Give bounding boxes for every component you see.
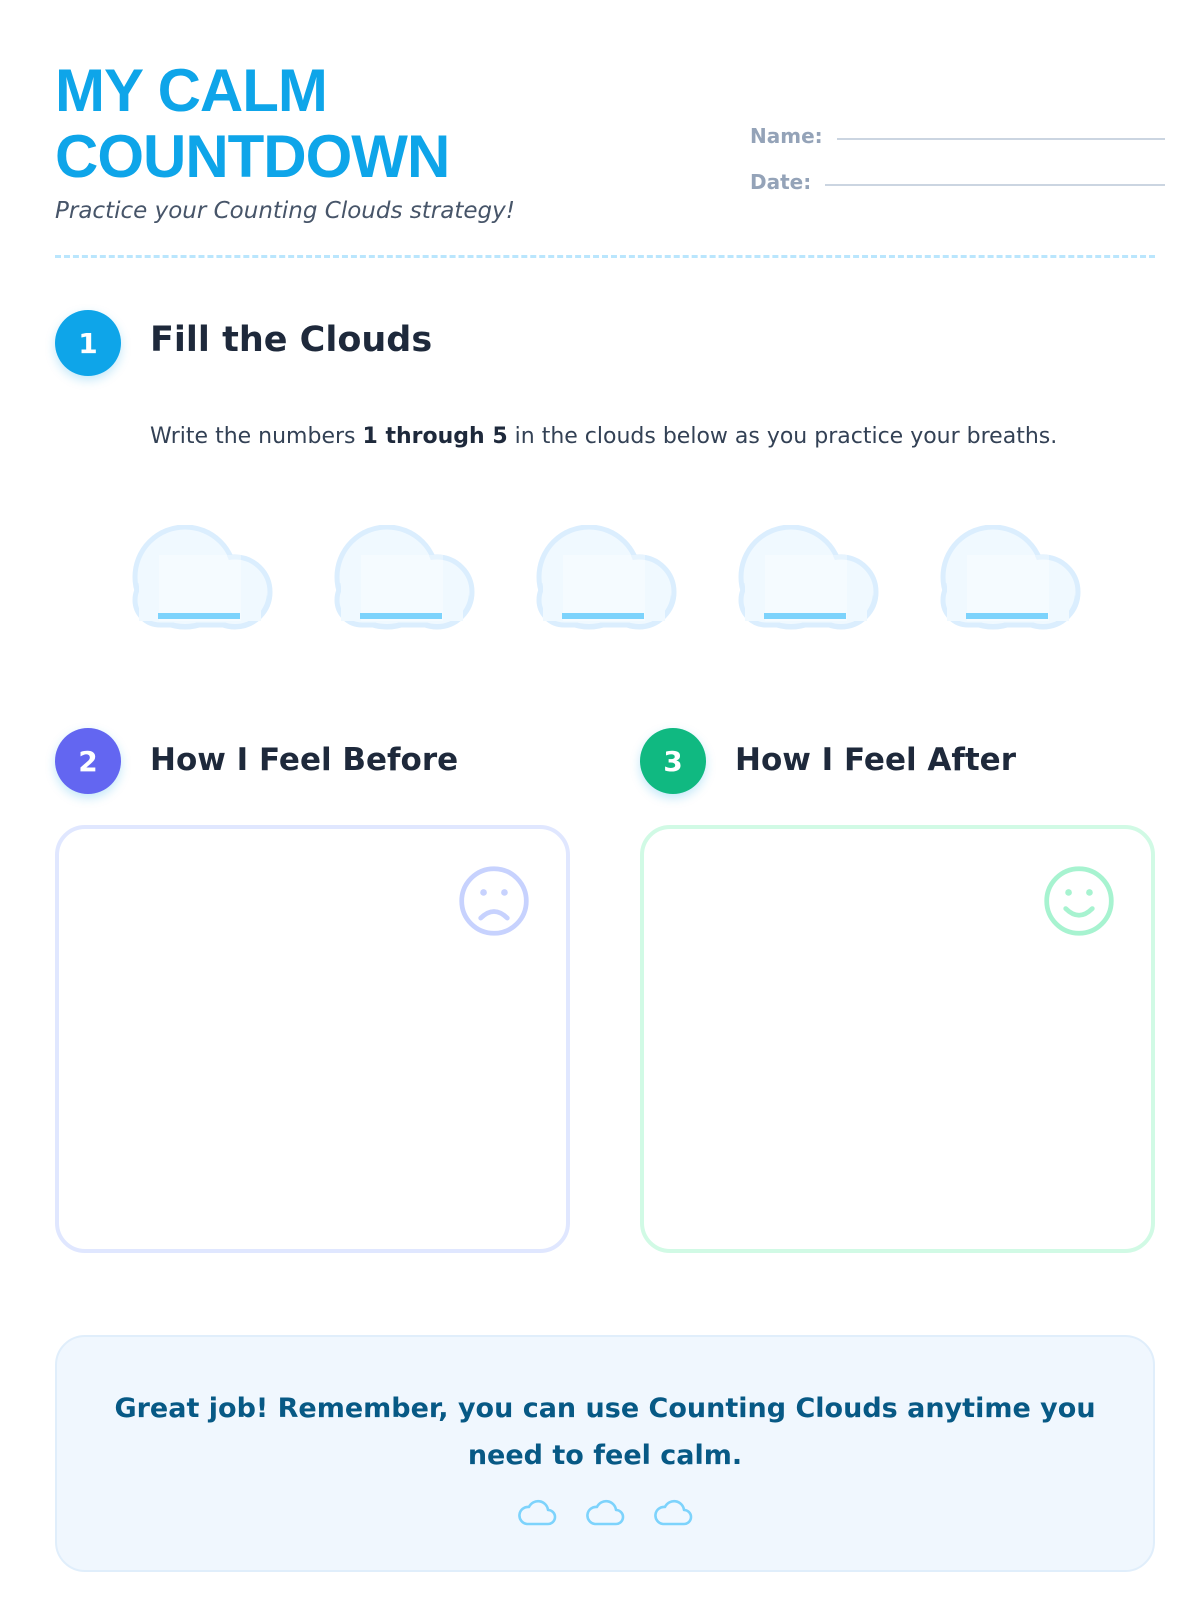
cloud-icon[interactable]: [731, 525, 881, 635]
cloud-icon[interactable]: [529, 525, 679, 635]
header-divider: [55, 255, 1155, 258]
step-3-badge: 3: [640, 728, 706, 794]
clouds-row: [125, 525, 1085, 640]
name-line[interactable]: [837, 138, 1165, 140]
title-line-1: MY CALM: [55, 57, 327, 124]
instructions-prefix: Write the numbers: [150, 424, 363, 449]
feel-before-box[interactable]: [55, 825, 570, 1253]
sad-face-icon: [456, 863, 532, 939]
step-2-badge: 2: [55, 728, 121, 794]
name-field[interactable]: [750, 102, 1165, 148]
step-1-title: Fill the Clouds: [150, 320, 433, 360]
cloud-icon[interactable]: [125, 525, 275, 635]
instructions-bold: 1 through 5: [362, 424, 508, 449]
name-label: Name:: [750, 124, 823, 148]
instructions-suffix: in the clouds below as you practice your breaths.: [507, 424, 1058, 449]
step-2-title: How I Feel Before: [150, 742, 459, 778]
feel-after-box[interactable]: [640, 825, 1155, 1253]
cloud-icon[interactable]: [933, 525, 1083, 635]
cloud-icon[interactable]: [327, 525, 477, 635]
cloud-outline-icon: [517, 1499, 557, 1527]
title-line-2: COUNTDOWN: [55, 123, 450, 190]
cloud-outline-icon: [585, 1499, 625, 1527]
step-1-badge: 1: [55, 310, 121, 376]
date-field[interactable]: [750, 148, 1165, 194]
footer-clouds: [57, 1499, 1153, 1527]
date-line[interactable]: [825, 184, 1165, 186]
encouragement-footer: [55, 1335, 1155, 1572]
worksheet-header: [55, 58, 1155, 258]
date-label: Date:: [750, 170, 812, 194]
happy-face-icon: [1041, 863, 1117, 939]
footer-message: Great job! Remember, you can use Counting Clouds anytime you need to feel calm.: [114, 1393, 1096, 1471]
step-1-instructions: [150, 424, 1057, 449]
page-subtitle: Practice your Counting Clouds strategy!: [55, 198, 515, 224]
cloud-outline-icon: [653, 1499, 693, 1527]
step-3-title: How I Feel After: [735, 742, 1016, 778]
student-fields: [750, 102, 1165, 194]
